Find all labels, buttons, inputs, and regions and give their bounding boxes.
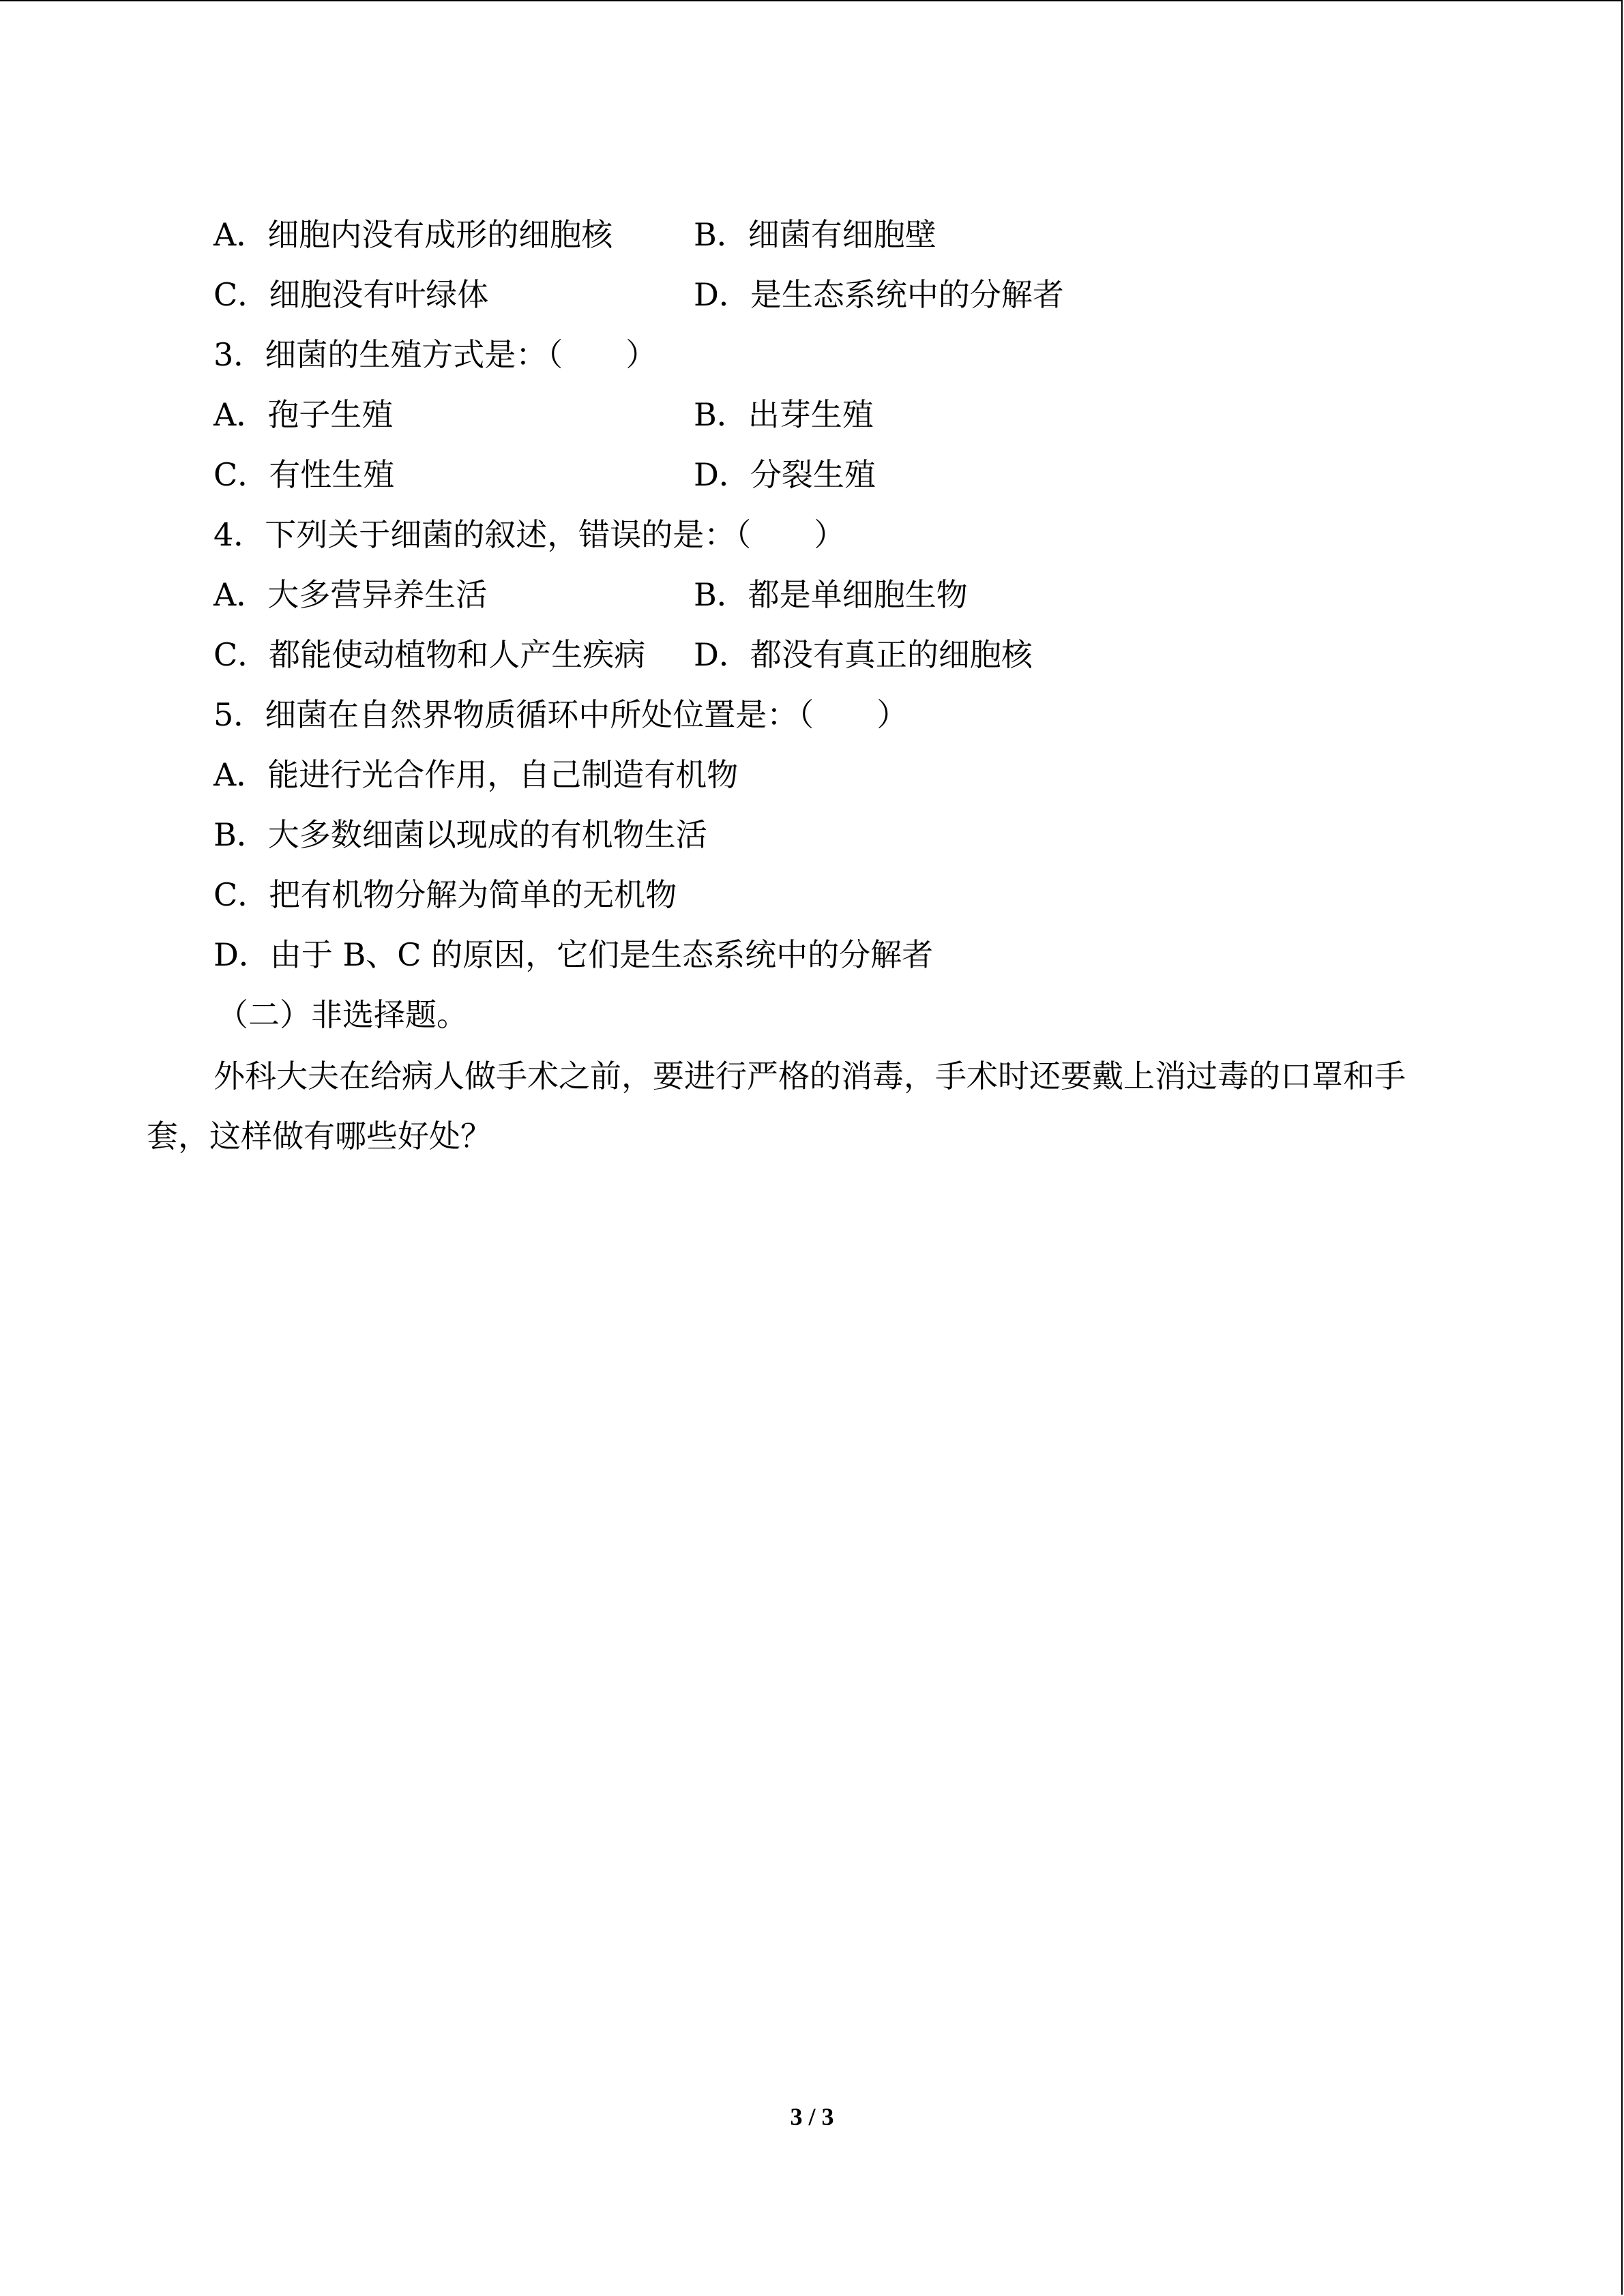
q3-option-a: A．孢子生殖 (213, 396, 394, 433)
q4-option-b: B．都是单细胞生物 (694, 576, 968, 613)
q5-option-a: A．能进行光合作用，自己制造有机物 (213, 756, 739, 793)
q4-option-a: A．大多营异养生活 (213, 576, 488, 613)
q5-option-c: C．把有机物分解为简单的无机物 (213, 876, 677, 913)
q3-option-b: B．出芽生殖 (694, 396, 874, 433)
q5-option-d: D．由于 B、C 的原因，它们是生态系统中的分解者 (213, 936, 934, 973)
section-heading: （二）非选择题。 (217, 996, 468, 1033)
q3-option-c: C．有性生殖 (213, 456, 395, 493)
q4-option-d: D．都没有真正的细胞核 (694, 636, 1033, 673)
q2-option-b: B．细菌有细胞壁 (694, 216, 936, 253)
q2-option-a: A．细胞内没有成形的细胞核 (213, 216, 613, 253)
essay-question-line-2: 套，这样做有哪些好处？ (147, 1118, 492, 1154)
q2-option-c: C．细胞没有叶绿体 (213, 276, 489, 313)
q3-option-d: D．分裂生殖 (694, 456, 876, 493)
q4-stem: 4．下列关于细菌的叙述，错误的是：（ ） (213, 516, 846, 553)
page-number: 3 / 3 (790, 2103, 834, 2130)
essay-question-line-1: 外科大夫在给病人做手术之前，要进行严格的消毒，手术时还要戴上消过毒的口罩和手 (213, 1058, 1406, 1094)
q2-option-d: D．是生态系统中的分解者 (694, 276, 1064, 313)
q5-option-b: B．大多数细菌以现成的有机物生活 (213, 816, 707, 853)
q5-stem: 5．细菌在自然界物质循环中所处位置是：（ ） (213, 696, 909, 733)
q3-stem: 3．细菌的生殖方式是：（ ） (213, 336, 658, 373)
q4-option-c: C．都能使动植物和人产生疾病 (213, 636, 646, 673)
